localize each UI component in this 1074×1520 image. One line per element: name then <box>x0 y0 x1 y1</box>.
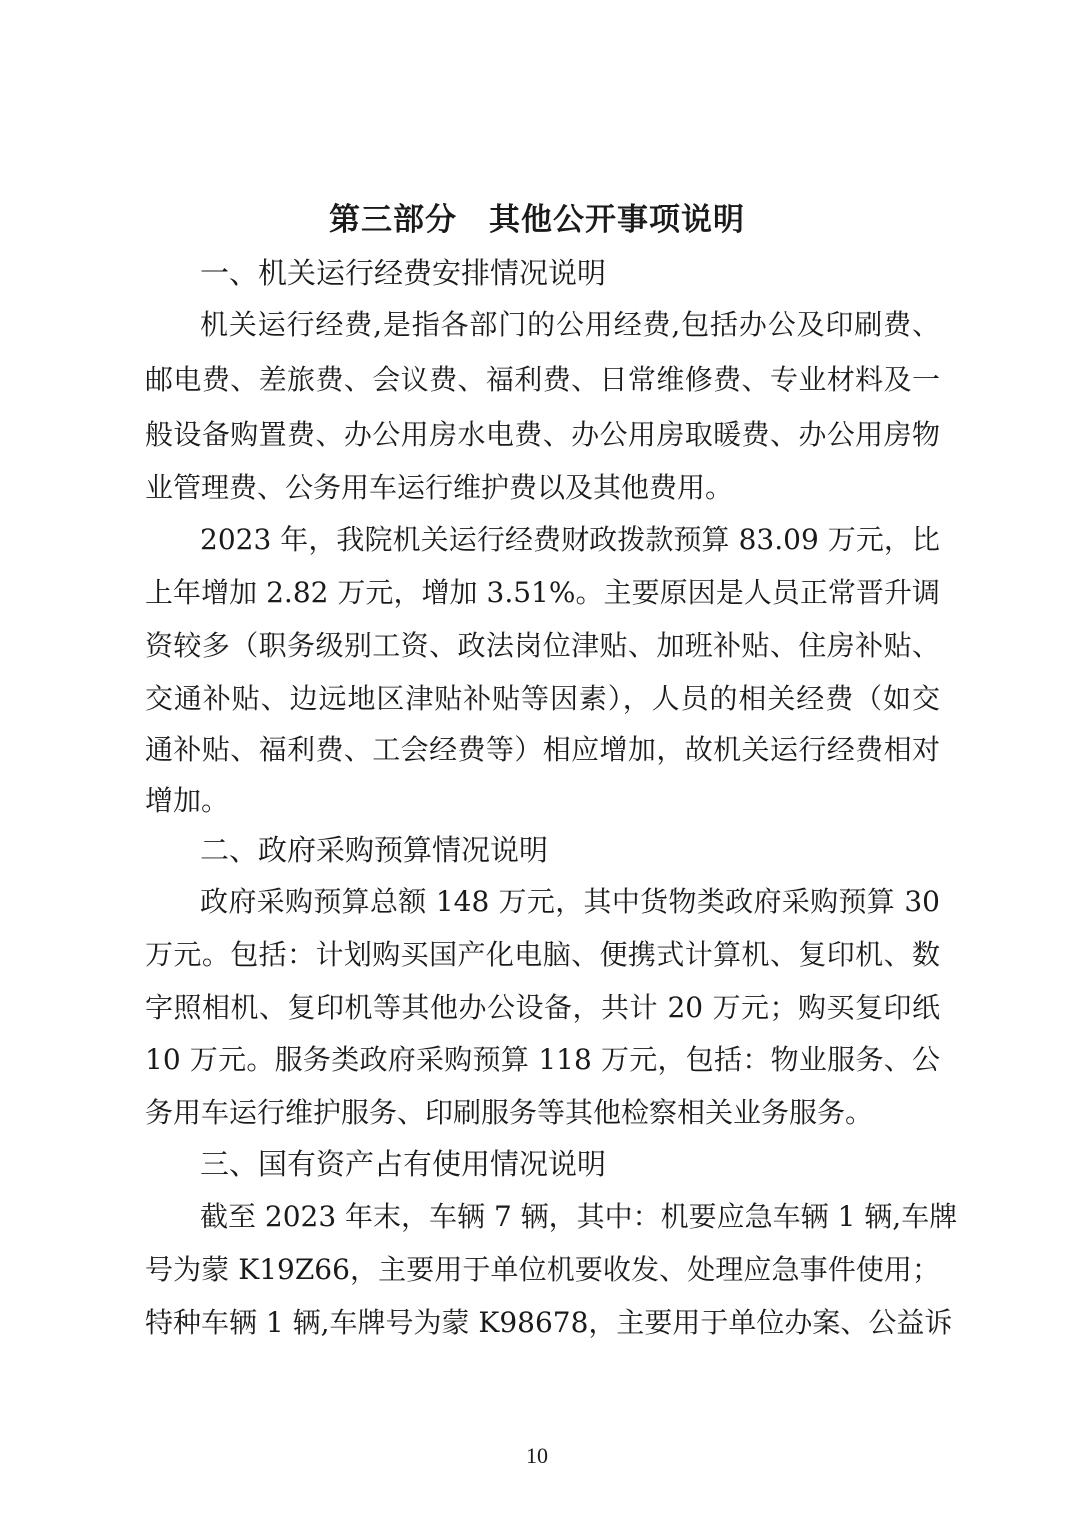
paragraph-line: 2023 年，我院机关运行经费财政拨款预算 83.09 万元，比 <box>200 523 940 556</box>
paragraph-line: 般设备购置费、办公用房水电费、办公用房取暖费、办公用房物 <box>145 418 940 451</box>
paragraph-line: 交通补贴、边远地区津贴补贴等因素），人员的相关经费（如交 <box>145 682 940 715</box>
page-title: 第三部分 其他公开事项说明 <box>329 202 745 238</box>
paragraph-line: 邮电费、差旅费、会议费、福利费、日常维修费、专业材料及一 <box>145 363 940 396</box>
page-number: 10 <box>526 1443 548 1468</box>
paragraph-line: 业管理费、公务用车运行维护费以及其他费用。 <box>145 471 734 504</box>
paragraph-line: 万元。包括：计划购买国产化电脑、便携式计算机、复印机、数 <box>145 938 940 971</box>
paragraph-line: 10 万元。服务类政府采购预算 118 万元，包括：物业服务、公 <box>145 1043 940 1076</box>
section-heading-1: 一、机关运行经费安排情况说明 <box>200 256 607 290</box>
paragraph-line: 字照相机、复印机等其他办公设备，共计 20 万元；购买复印纸 <box>145 991 940 1024</box>
section-heading-2: 二、政府采购预算情况说明 <box>200 833 549 867</box>
paragraph-line: 通补贴、福利费、工会经费等）相应增加，故机关运行经费相对 <box>145 733 940 766</box>
paragraph-line: 务用车运行维护服务、印刷服务等其他检察相关业务服务。 <box>145 1096 874 1129</box>
paragraph-line: 资较多（职务级别工资、政法岗位津贴、加班补贴、住房补贴、 <box>145 629 940 662</box>
paragraph-line: 号为蒙 K19Z66，主要用于单位机要收发、处理应急事件使用； <box>145 1253 940 1286</box>
paragraph-line: 截至 2023 年末，车辆 7 辆，其中：机要应急车辆 1 辆,车牌 <box>200 1200 958 1233</box>
paragraph-line: 政府采购预算总额 148 万元，其中货物类政府采购预算 30 <box>200 885 940 918</box>
paragraph-line: 上年增加 2.82 万元，增加 3.51%。主要原因是人员正常晋升调 <box>145 576 940 609</box>
paragraph-line: 机关运行经费,是指各部门的公用经费,包括办公及印刷费、 <box>200 308 940 341</box>
paragraph-line: 增加。 <box>145 784 230 817</box>
section-heading-3: 三、国有资产占有使用情况说明 <box>200 1147 607 1181</box>
paragraph-line: 特种车辆 1 辆,车牌号为蒙 K98678，主要用于单位办案、公益诉 <box>145 1306 953 1339</box>
